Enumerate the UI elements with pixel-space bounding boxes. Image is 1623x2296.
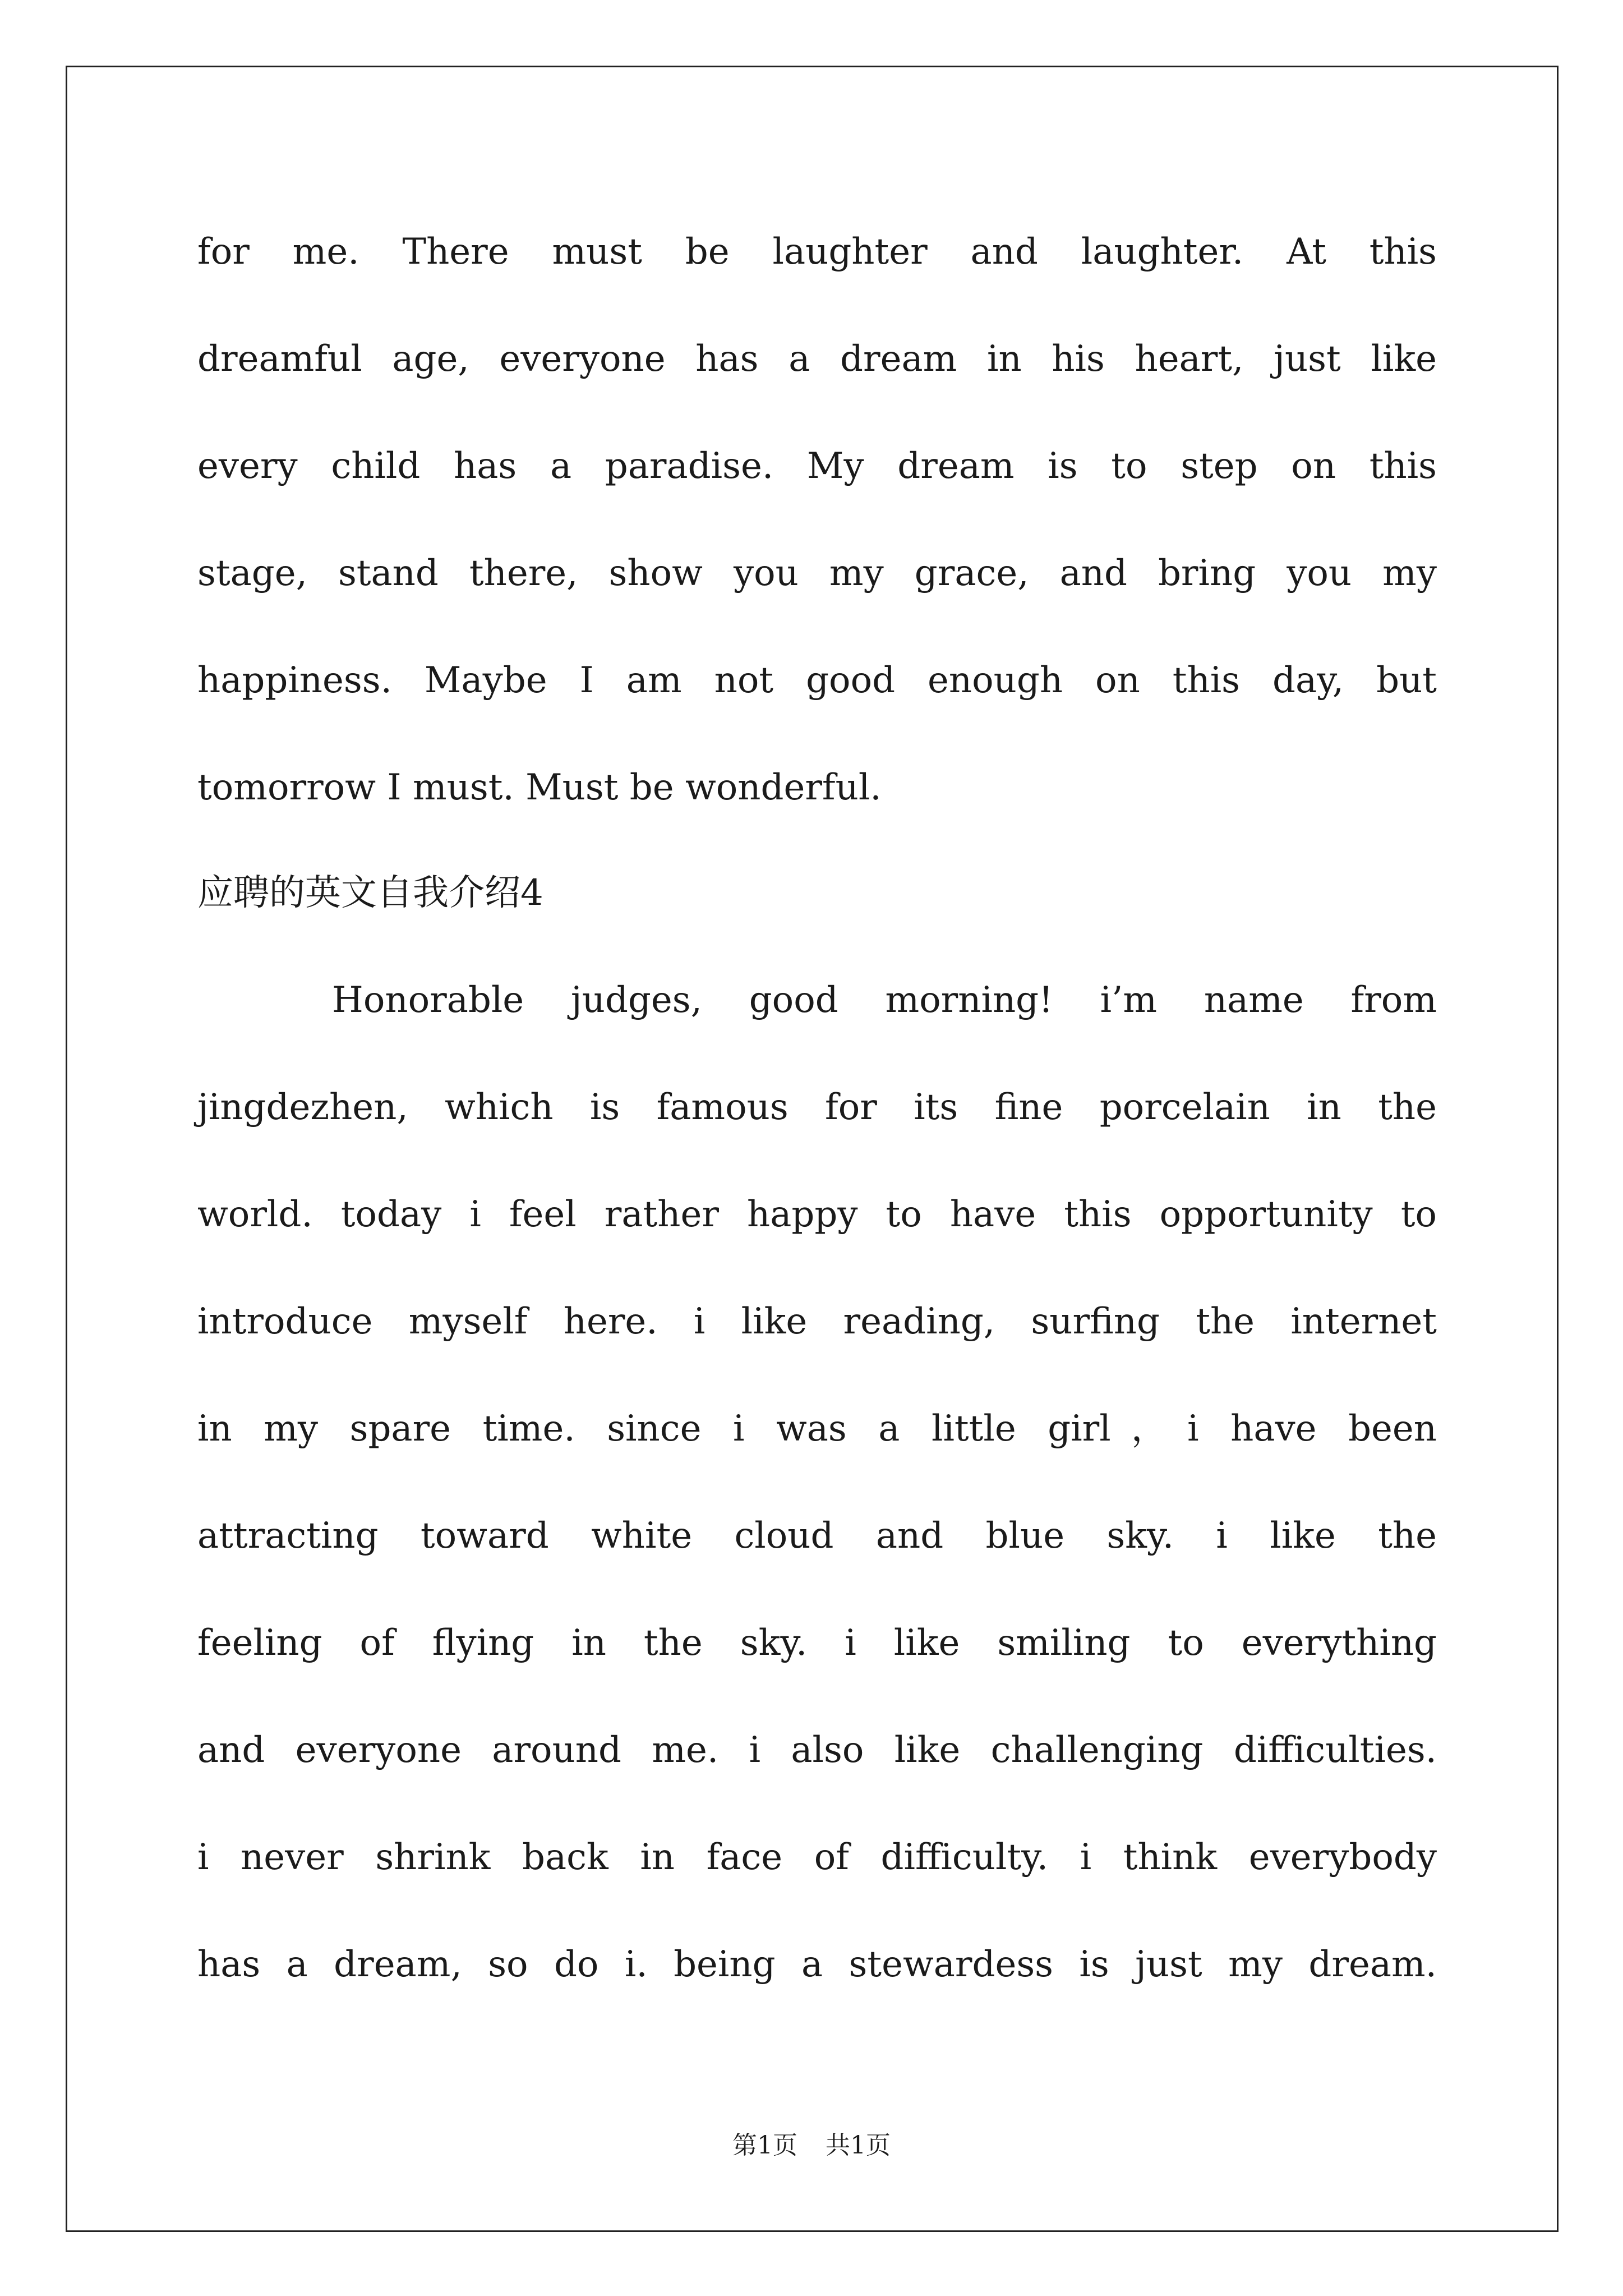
text-line: world. today i feel rather happy to have this opportunity to [197,1194,1437,1235]
text-line: in my spare time. since i was a little girl，i have been [197,1408,1437,1450]
text-line: happiness. Maybe I am not good enough on this day, but [197,660,1437,701]
text-line: introduce myself here. i like reading, surfing the internet [197,1301,1437,1342]
text-line: tomorrow I must. Must be wonderful. [197,767,882,808]
text-line: jingdezhen, which is famous for its fine porcelain in the [197,1087,1437,1128]
text-line: attracting toward white cloud and blue sky. i like the [197,1515,1437,1557]
paragraph-continuation [197,199,1437,841]
text-line: dreamful age, everyone has a dream in his heart, just like [197,338,1437,380]
paragraph-self-introduction [197,947,1437,2018]
page-total: 共1页 [826,2131,891,2160]
text-line: has a dream, so do i. being a stewardess is just my dream. [197,1944,1437,1985]
page-footer [0,2129,1623,2162]
text-line: every child has a paradise. My dream is to step on this [197,445,1437,487]
text-line: Honorable judges, good morning! i’m name from [332,979,1437,1021]
text-line: stage, stand there, show you my grace, and bring you my [197,553,1437,594]
text-line: and everyone around me. i also like challenging difficulties. [197,1729,1437,1771]
text-line: feeling of flying in the sky. i like smiling to everything [197,1622,1437,1664]
page-number: 第1页 [732,2131,797,2160]
section-heading: 应聘的英文自我介绍4 [197,872,543,914]
text-line: for me. There must be laughter and laughter. At this [197,231,1437,273]
text-line: i never shrink back in face of difficulty. i think everybody [197,1837,1437,1878]
